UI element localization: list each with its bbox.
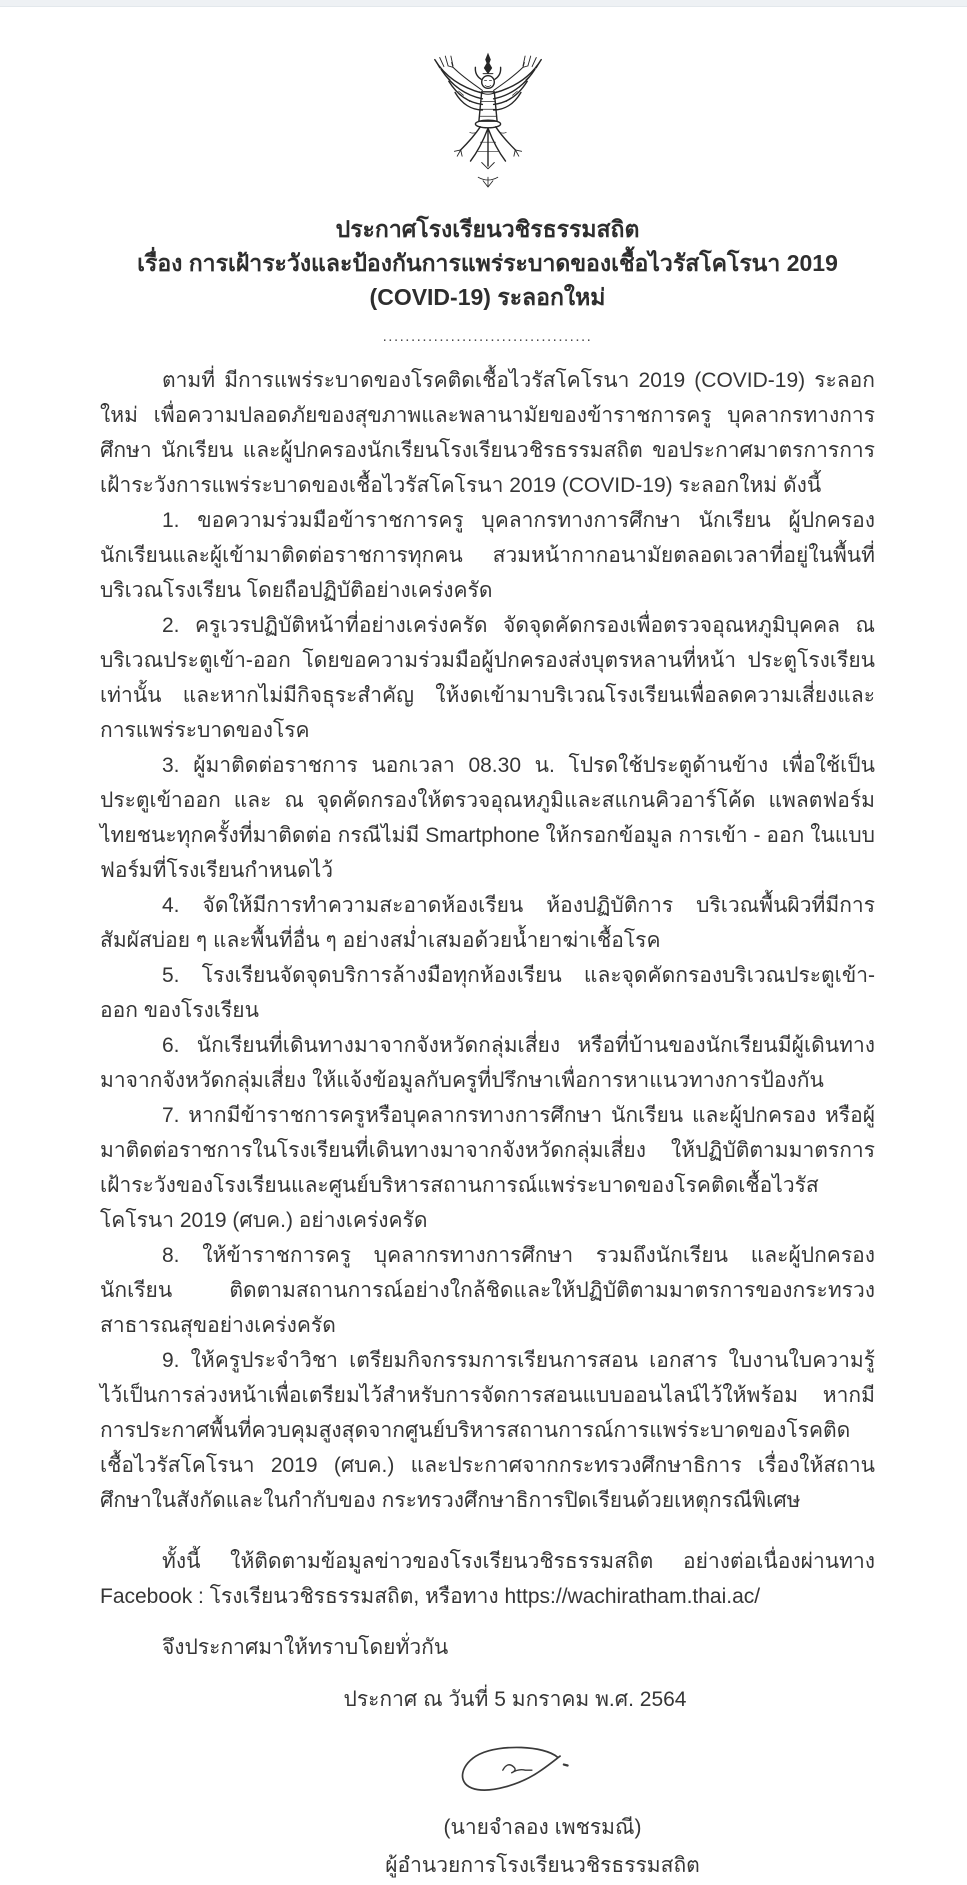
garuda-emblem-icon bbox=[418, 49, 558, 199]
announcement-date-line: ประกาศ ณ วันที่ 5 มกราคม พ.ศ. 2564 bbox=[343, 1688, 687, 1711]
measure-item-4: 4. จัดให้มีการทำความสะอาดห้องเรียน ห้องปฏิบัติการ บริเวณพื้นผิวที่มีการสัมผัสบ่อย ๆ และพื้นที่อื่น ๆ อย่างสม่ำเสมอด้วยน้ำยาฆ่าเชื้อโรค bbox=[100, 894, 875, 952]
dotted-divider: ..................................... bbox=[382, 328, 593, 345]
top-strip bbox=[0, 0, 967, 7]
page-title: ประกาศโรงเรียนวชิรธรรมสถิต bbox=[335, 216, 640, 242]
signature-handwriting bbox=[451, 1742, 579, 1809]
intro-paragraph: ตามที่ มีการแพร่ระบาดของโรคติดเชื้อไวรัสโคโรนา 2019 (COVID-19) ระลอกใหม่ เพื่อความปลอดภัยของสุขภาพและพลานามัยของข้าราชการครู บุคลากรทางการศึกษา นักเรียน และผู้ปกครองนักเรียนโรงเรียนวชิรธรรมสถิต ขอประกาศมาตรการการเฝ้าระวังการแพร่ระบาดของเชื้อไวรัสโคโรนา 2019 (COVID-19) ระลอกใหม่ ดังนี้ bbox=[100, 369, 875, 497]
measure-item-7: 7. หากมีข้าราชการครูหรือบุคลากรทางการศึกษา นักเรียน และผู้ปกครอง หรือผู้มาติดต่อราชการในโรงเรียนที่เดินทางมาจากจังหวัดกลุ่มเสี่ยง ให้ปฏิบัติตามมาตรการเฝ้าระวังของโรงเรียนและศูนย์บริหารสถานการณ์แพร่ระบาดของโรคติดเชื้อไวรัสโคโรนา 2019 (ศบค.) อย่างเคร่งครัด bbox=[100, 1104, 875, 1232]
measure-item-8: 8. ให้ข้าราชการครู บุคลากรทางการศึกษา รวมถึงนักเรียน และผู้ปกครองนักเรียน ติดตามสถานการณ์อย่างใกล้ชิดและให้ปฏิบัติตามมาตรการของกระทรวงสาธารณสุขอย่างเคร่งครัด bbox=[100, 1244, 875, 1337]
measure-item-1: 1. ขอความร่วมมือข้าราชการครู บุคลากรทางการศึกษา นักเรียน ผู้ปกครองนักเรียนและผู้เข้ามาติดต่อราชการทุกคน สวมหน้ากากอนามัยตลอดเวลาที่อยู่ในพื้นที่บริเวณโรงเรียน โดยถือปฏิบัติอย่างเคร่งครัด bbox=[100, 509, 875, 602]
document-body bbox=[100, 363, 875, 1665]
measure-item-2: 2. ครูเวรปฏิบัติหน้าที่อย่างเคร่งครัด จัดจุดคัดกรองเพื่อตรวจอุณหภูมิบุคคล ณ บริเวณประตูเข้า-ออก โดยขอความร่วมมือผู้ปกครองส่งบุตรหลานที่หน้า ประตูโรงเรียนเท่านั้น และหากไม่มีกิจธุระสำคัญ ให้งดเข้ามาบริเวณโรงเรียนเพื่อลดความเสี่ยงและการแพร่ระบาดของโรค bbox=[100, 614, 875, 742]
measure-item-9: 9. ให้ครูประจำวิชา เตรียมกิจกรรมการเรียนการสอน เอกสาร ใบงานใบความรู้ไว้เป็นการล่วงหน้าเพื่อเตรียมไว้สำหรับการจัดการสอนแบบออนไลน์ไว้ให้พร้อม หากมีการประกาศพื้นที่ควบคุมสูงสุดจากศูนย์บริหารสถานการณ์การแพร่ระบาดของโรคติดเชื้อไวรัสโคโรนา 2019 (ศบค.) และประกาศจากกระทรวงศึกษาธิการ เรื่องให้สถานศึกษาในสังกัดและในกำกับของ กระทรวงศึกษาธิการปิดเรียนด้วยเหตุกรณีพิเศษ bbox=[100, 1349, 875, 1512]
subject-line: เรื่อง การเฝ้าระวังและป้องกันการแพร่ระบาดของเชื้อไวรัสโคโรนา 2019 (COVID-19) ระลอกใหม่ bbox=[137, 250, 838, 310]
signatory-name: (นายจำลอง เพชรมณี) bbox=[443, 1816, 642, 1839]
measure-item-3: 3. ผู้มาติดต่อราชการ นอกเวลา 08.30 น. โปรดใช้ประตูด้านข้าง เพื่อใช้เป็นประตูเข้าออก และ ณ จุดคัดกรองให้ตรวจอุณหภูมิและสแกนคิวอาร์โค้ด แพลตฟอร์มไทยชนะทุกครั้งที่มาติดต่อ กรณีไม่มี Smartphone ให้กรอกข้อมูล การเข้า - ออก ในแบบฟอร์มที่โรงเรียนกำหนดไว้ bbox=[100, 754, 875, 882]
closing-followup-paragraph: ทั้งนี้ ให้ติดตามข้อมูลข่าวของโรงเรียนวชิรธรรมสถิต อย่างต่อเนื่องผ่านทาง Facebook : โรงเรียนวชิรธรรมสถิต, หรือทาง https://wachiratham.thai.ac/ bbox=[100, 1550, 875, 1608]
closing-announce-line: จึงประกาศมาให้ทราบโดยทั่วกัน bbox=[162, 1636, 449, 1659]
measure-item-5: 5. โรงเรียนจัดจุดบริการล้างมือทุกห้องเรียน และจุดคัดกรองบริเวณประตูเข้า-ออก ของโรงเรียน bbox=[100, 964, 875, 1022]
document-page bbox=[0, 7, 967, 1877]
measure-item-6: 6. นักเรียนที่เดินทางมาจากจังหวัดกลุ่มเสี่ยง หรือที่บ้านของนักเรียนมีผู้เดินทางมาจากจังหวัดกลุ่มเสี่ยง ให้แจ้งข้อมูลกับครูที่ปรึกษาเพื่อการหาแนวทางการป้องกัน bbox=[100, 1034, 875, 1092]
signature-block bbox=[100, 1742, 875, 1885]
signatory-position: ผู้อำนวยการโรงเรียนวชิรธรรมสถิต bbox=[385, 1854, 700, 1877]
emblem-container bbox=[100, 49, 875, 204]
